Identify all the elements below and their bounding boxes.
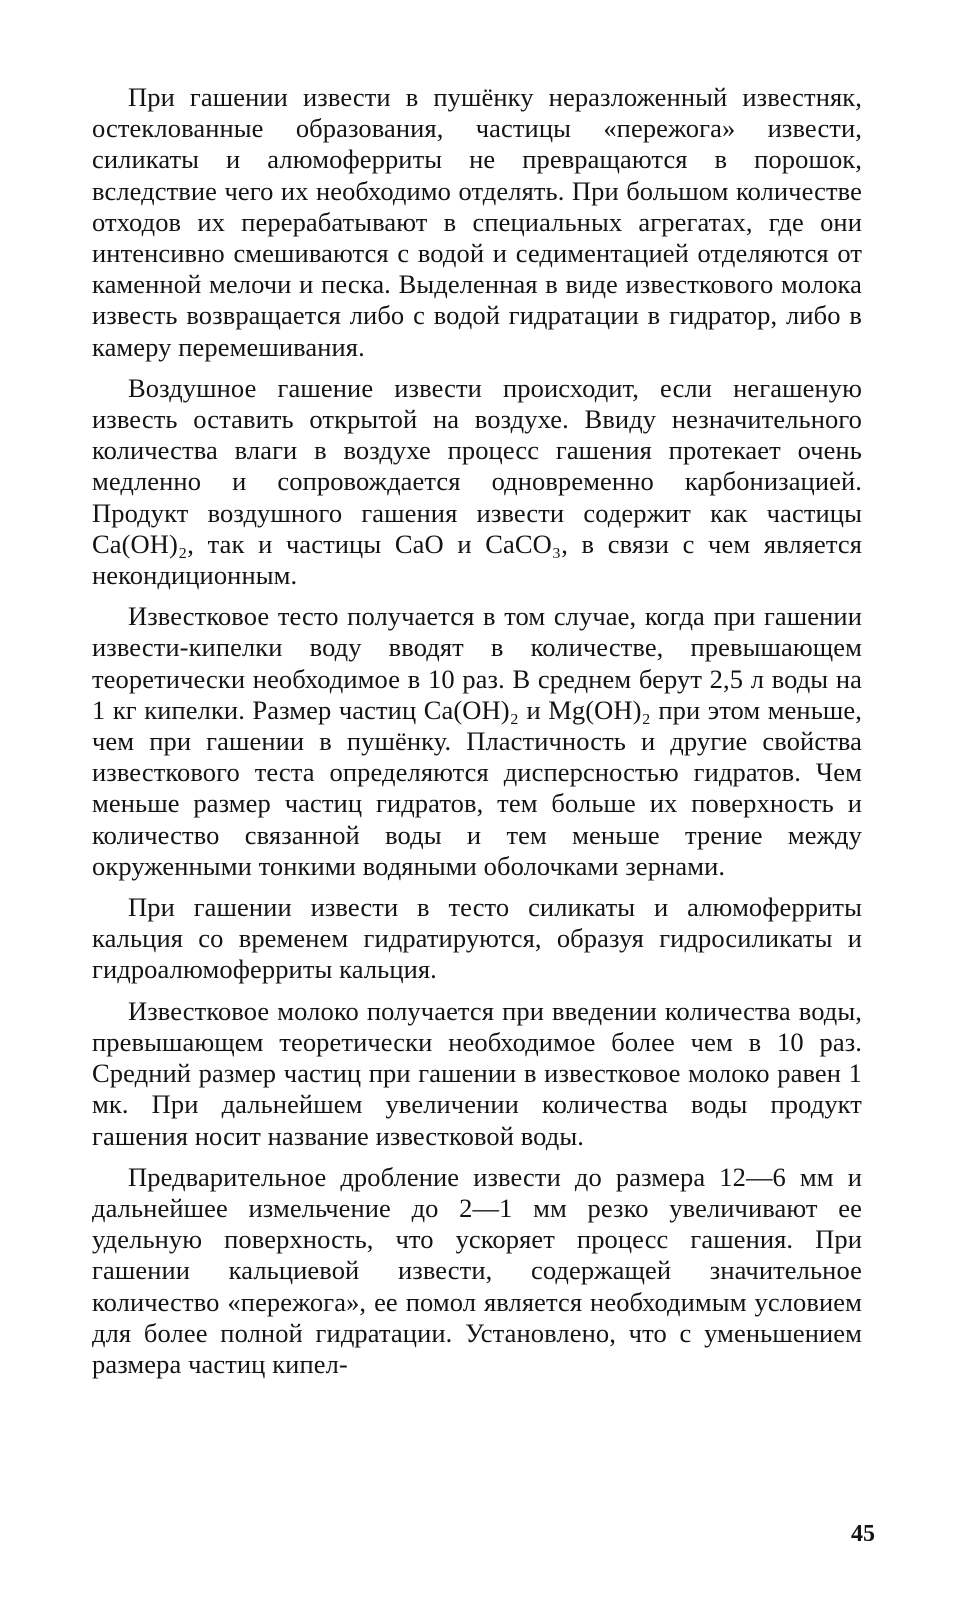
paragraph-4: При гашении извести в тесто силикаты и алюмоферриты кальция со временем гидратируются, образуя гидросиликаты и гидроалюмоферриты кальция. [92, 892, 862, 985]
paragraph-3: Известковое тесто получается в том случае, когда при гашении извести-кипелки воду вводят в количестве, превышающем теоретически необходимое в 10 раз. В среднем берут 2,5 л воды на 1 кг кипелки. Размер частиц Ca(OH)₂ и Mg(OH)₂ при этом меньше, чем при гашении в пушёнку. Пластичность и другие свойства известкового теста определяются дисперсностью гидратов. Чем меньше размер частиц гидратов, тем больше их поверхность и количество связанной воды и тем меньше трение между окруженными тонкими водяными оболочками зернами. [92, 601, 862, 881]
paragraph-5: Известковое молоко получается при введении количества воды, превышающем теоретически необходимое более чем в 10 раз. Средний размер частиц при гашении в известковое молоко равен 1 мк. При дальнейшем увеличении количества воды продукт гашения носит название известковой воды. [92, 995, 862, 1151]
body-text [92, 82, 862, 1380]
paragraph-1: При гашении извести в пушёнку неразложенный известняк, остеклованные образования, частицы «пережога» извести, силикаты и алюмоферриты не превращаются в порошок, вследствие чего их необходимо отделять. При большом количестве отходов их перерабатывают в специальных агрегатах, где они интенсивно смешиваются с водой и седиментацией отделяются от каменной мелочи и песка. Выделенная в виде известкового молока известь возвращается либо с водой гидратации в гидратор, либо в камеру перемешивания. [92, 82, 862, 362]
page-number: 45 [851, 1521, 875, 1547]
paragraph-6: Предварительное дробление извести до размера 12—6 мм и дальнейшее измельчение до 2—1 мм резко увеличивают ее удельную поверхность, что ускоряет процесс гашения. При гашении кальциевой извести, содержащей значительное количество «пережога», ее помол является необходимым условием для более полной гидратации. Установлено, что с уменьшением размера частиц кипел- [92, 1161, 862, 1379]
paragraph-2: Воздушное гашение извести происходит, если негашеную известь оставить открытой на воздухе. Ввиду незначительного количества влаги в воздухе процесс гашения протекает очень медленно и сопровождается одновременно карбонизацией. Продукт воздушного гашения извести содержит как частицы Ca(OH)₂, так и частицы CaO и CaCO₃, в связи с чем является некондиционным. [92, 372, 862, 591]
